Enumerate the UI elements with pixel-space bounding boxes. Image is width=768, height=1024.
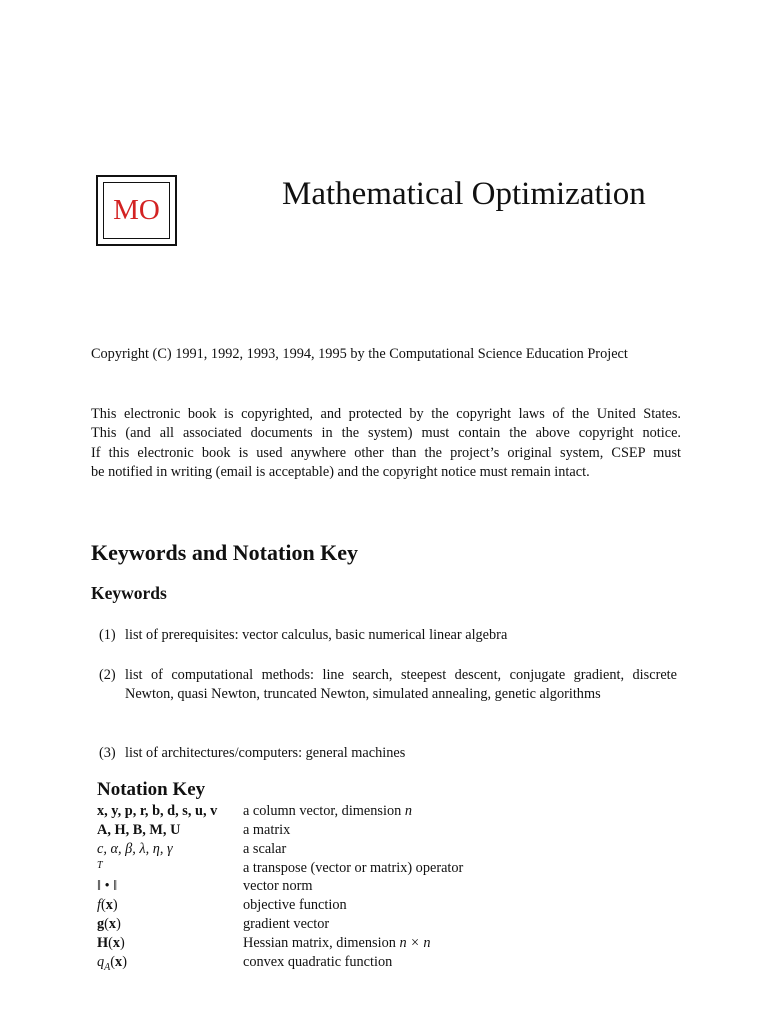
notation-description: a scalar bbox=[243, 841, 287, 857]
copyright-notice bbox=[91, 405, 681, 482]
notation-description: Hessian matrix, dimension n × n bbox=[243, 935, 431, 951]
notation-description: a column vector, dimension n bbox=[243, 803, 412, 819]
mo-logo-text: MO bbox=[113, 194, 160, 226]
notice-line: This electronic book is copyrighted, and protected by the copyright laws of the United States. bbox=[91, 406, 681, 422]
keywords-heading: Keywords bbox=[91, 583, 167, 603]
notation-symbol: f(x) bbox=[97, 897, 118, 913]
keyword-number: (1) bbox=[99, 627, 116, 643]
copyright-line: Copyright (C) 1991, 1992, 1993, 1994, 1995 by the Computational Science Education Project bbox=[91, 346, 628, 362]
keyword-number: (2) bbox=[99, 667, 116, 683]
notation-symbol: x, y, p, r, b, d, s, u, v bbox=[97, 803, 218, 819]
section-heading: Keywords and Notation Key bbox=[91, 540, 359, 565]
notation-description: a matrix bbox=[243, 822, 291, 838]
notation-symbol: H(x) bbox=[97, 935, 125, 951]
notice-line: be notified in writing (email is acceptable) and the copyright notice must remain intact. bbox=[91, 463, 590, 480]
notation-symbol: A, H, B, M, U bbox=[97, 822, 181, 838]
notation-row bbox=[97, 860, 464, 879]
notation-symbol: T bbox=[97, 860, 103, 871]
notice-line: This (and all associated documents in the system) must contain the above copyright notice. bbox=[91, 425, 681, 442]
notation-description: vector norm bbox=[243, 878, 313, 894]
notation-symbol: ‖ • ‖ bbox=[97, 878, 118, 894]
notation-symbol: g(x) bbox=[97, 916, 121, 932]
notation-symbol: $q_A(x)$ bbox=[97, 954, 127, 973]
notation-description: objective function bbox=[243, 897, 347, 913]
notation-symbol: c, α, β, λ, η, γ bbox=[97, 841, 173, 857]
keyword-number: (3) bbox=[99, 745, 116, 761]
keyword-text: list of computational methods: line search, steepest descent, conjugate gradient, discrete Newton, quasi Newton, truncated Newton, simulated annealing, genetic algorithms bbox=[125, 667, 677, 703]
notation-description: convex quadratic function bbox=[243, 954, 393, 970]
notation-heading: Notation Key bbox=[97, 779, 206, 800]
notation-description: gradient vector bbox=[243, 916, 330, 932]
document-title: Mathematical Optimization bbox=[282, 176, 646, 212]
notation-description: a transpose (vector or matrix) operator bbox=[243, 860, 464, 876]
notice-line: If this electronic book is used anywhere other than the project’s original system, CSEP must bbox=[91, 444, 681, 461]
mo-logo bbox=[96, 175, 177, 246]
keyword-text: list of prerequisites: vector calculus, basic numerical linear algebra bbox=[125, 627, 508, 643]
keyword-text: list of architectures/computers: general machines bbox=[125, 745, 406, 761]
mo-logo-inner-frame bbox=[103, 182, 170, 239]
